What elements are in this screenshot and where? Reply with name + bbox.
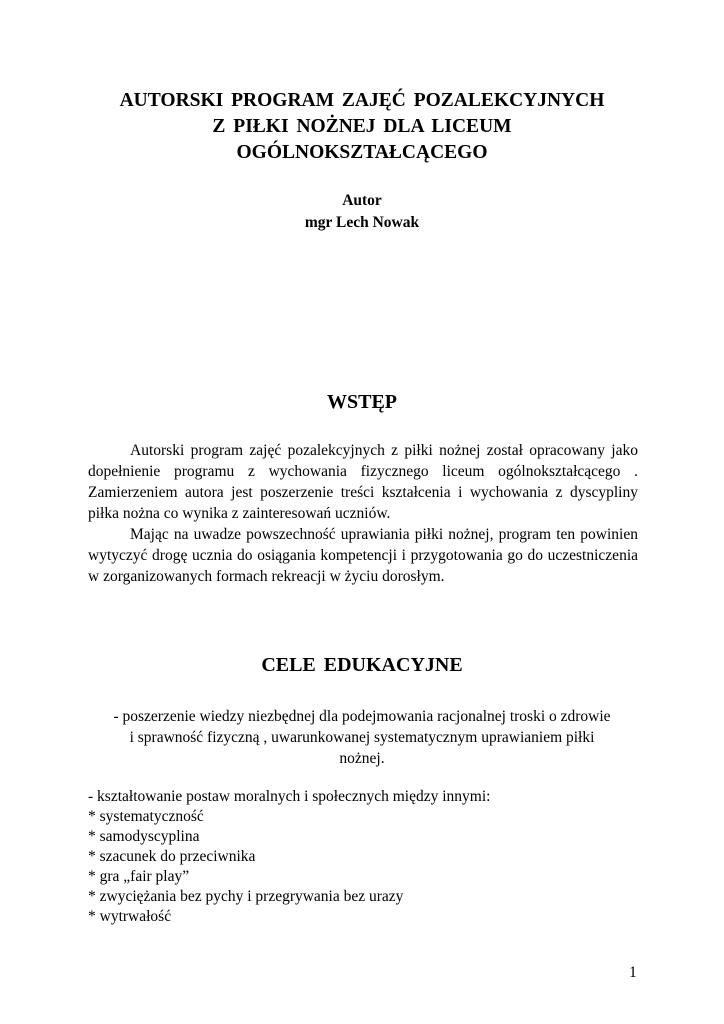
intro-section xyxy=(88,440,638,587)
goal-2-intro: - kształtowanie postaw moralnych i społecznych między innymi: xyxy=(88,788,491,805)
title-line-3: OGÓLNOKSZTAŁCĄCEGO xyxy=(236,142,488,163)
goal-1-line-2: i sprawność fizyczną , uwarunkowanej systematycznym uprawianiem piłki xyxy=(129,729,595,746)
intro-heading: WSTĘP xyxy=(326,391,398,413)
page-number: 1 xyxy=(629,964,637,981)
list-item: * zwyciężania bez pychy i przegrywania bez urazy xyxy=(88,888,404,905)
list-item: * szacunek do przeciwnika xyxy=(88,848,256,865)
title-line-2: Z PIŁKI NOŻNEJ DLA LICEUM xyxy=(212,116,512,137)
author-block xyxy=(0,190,724,234)
goal-1-line-1: - poszerzenie wiedzy niezbędnej dla podejmowania racjonalnej troski o zdrowie xyxy=(113,708,611,725)
goal-1 xyxy=(82,706,642,769)
author-name: mgr Lech Nowak xyxy=(304,214,420,231)
list-item: * gra „fair play” xyxy=(88,868,190,885)
document-title xyxy=(80,88,644,166)
intro-paragraph-2: Mając na uwadze powszechność uprawiania piłki nożnej, program ten powinien wytyczyć drogę ucznia do osiągania kompetencji i przygotowania go do uczestniczenia w zorganizowanych formach rekreacji w życiu dorosłym. xyxy=(88,526,638,585)
goals-heading: CELE EDUKACYJNE xyxy=(261,654,463,676)
goal-1-line-3: nożnej. xyxy=(339,750,385,767)
intro-paragraph-1: Autorski program zajęć pozalekcyjnych z piłki nożnej został opracowany jako dopełnienie programu z wychowania fizycznego liceum ogólnokształcącego . Zamierzeniem autora jest poszerzenie treści kształcenia i wychowania z dyscypliny piłka nożna co wynika z zainteresowań uczniów. xyxy=(88,442,638,522)
author-label: Autor xyxy=(342,192,382,209)
list-item: * wytrwałość xyxy=(88,908,172,925)
goal-2 xyxy=(88,787,628,927)
list-item: * systematyczność xyxy=(88,808,204,825)
list-item: * samodyscyplina xyxy=(88,828,200,845)
title-line-1: AUTORSKI PROGRAM ZAJĘĆ POZALEKCYJNYCH xyxy=(119,90,605,111)
